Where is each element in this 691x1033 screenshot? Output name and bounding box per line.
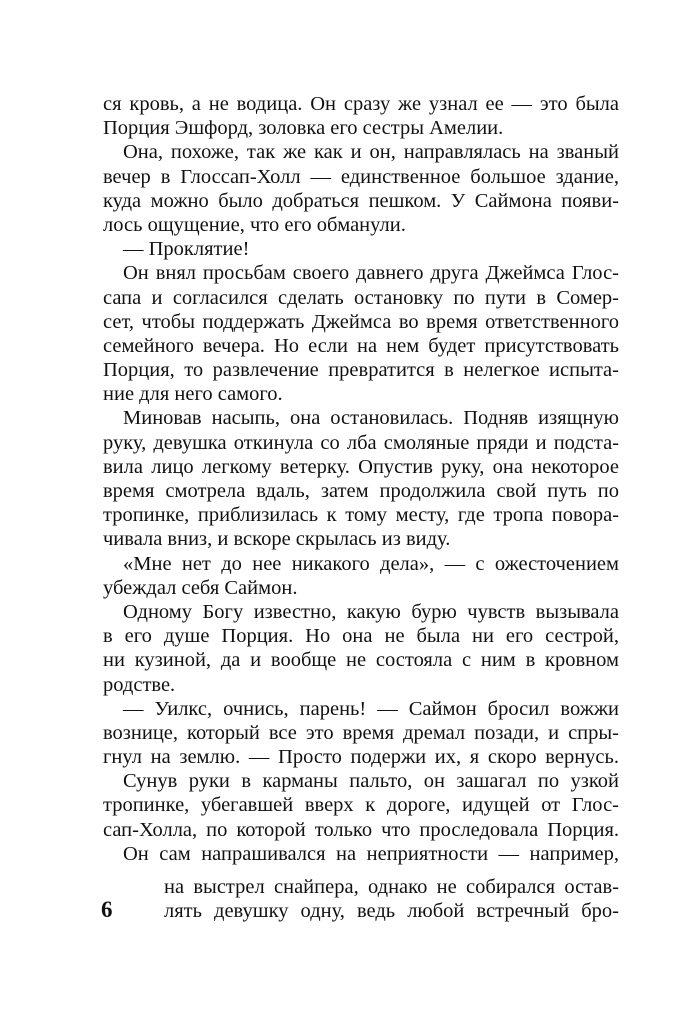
- text-line: Миновав насыпь, она остановилась. Подняв изящную: [123, 407, 619, 430]
- text-line: Он внял просьбам своего давнего друга Джеймса Глос-: [123, 262, 619, 285]
- text-line: сапа и согласился сделать остановку по пути в Сомер-: [103, 286, 619, 309]
- text-line: на выстрел снайпера, однако не собирался остав-: [164, 876, 619, 898]
- text-line: ни кузиной, да и вообще не состояла с ним в кровном: [103, 649, 619, 672]
- text-line: родстве.: [103, 673, 176, 696]
- text-line: Он сам напрашивался на неприятности — например,: [123, 842, 619, 865]
- text-line: убеждал себя Саймон.: [103, 576, 298, 599]
- text-line: «Мне нет до нее никакого дела», — с ожесточением: [123, 552, 619, 575]
- text-line: чивала вниз, и вскоре скрылась из виду.: [103, 528, 451, 551]
- text-line: — Уилкс, очнись, парень! — Саймон бросил вожжи: [123, 697, 619, 720]
- text-line: сет, чтобы поддержать Джеймса во время ответственного: [103, 310, 619, 333]
- text-line: время смотрела вдаль, затем продолжила свой путь по: [103, 480, 619, 502]
- text-line: — Проклятие!: [123, 238, 250, 261]
- page-number: 6: [101, 897, 113, 922]
- text-line: Сунув руки в карманы пальто, он зашагал по узкой: [123, 770, 619, 793]
- text-line: куда можно было добраться пешком. У Саймона появи-: [103, 189, 619, 212]
- text-line: семейного вечера. Но если на нем будет присутствовать: [103, 334, 619, 357]
- body-text: [103, 92, 619, 866]
- text-line: сап-Холла, по которой только что проследовала Порция.: [103, 818, 619, 841]
- text-line: Порция, то развлечение превратится в нелегкое испыта-: [103, 359, 619, 382]
- text-line: гнул на землю. — Просто подержи их, я скоро вернусь.: [103, 746, 619, 769]
- text-line: руку, девушка откинула со лба смоляные пряди и подста-: [103, 431, 619, 454]
- text-line: в его душе Порция. Но она не была ни его сестрой,: [103, 625, 619, 648]
- text-line: Порция Эшфорд, золовка его сестры Амелии.: [103, 117, 504, 140]
- text-line: ся кровь, а не водица. Он сразу же узнал ее — это была: [103, 93, 619, 115]
- text-line: тропинке, убегавшей вверх к дороге, идущей от Глос-: [103, 794, 619, 817]
- text-line: лось ощущение, что его обманули.: [103, 213, 406, 236]
- body-text-continued: [164, 875, 619, 923]
- text-line: вознице, который все это время дремал позади, и спры-: [103, 721, 619, 744]
- text-line: тропинке, приблизилась к тому месту, где тропа повора-: [103, 504, 619, 527]
- text-line: Одному Богу известно, какую бурю чувств вызывала: [123, 600, 619, 623]
- text-line: вила лицо легкому ветерку. Опустив руку, она некоторое: [103, 455, 619, 478]
- text-line: Она, похоже, так же как и он, направлялась на званый: [123, 141, 619, 164]
- text-line: ние для него самого.: [103, 383, 283, 406]
- text-line: лять девушку одну, ведь любой встречный бро-: [164, 900, 619, 923]
- text-line: вечер в Глоссап-Холл — единственное большое здание,: [103, 165, 619, 188]
